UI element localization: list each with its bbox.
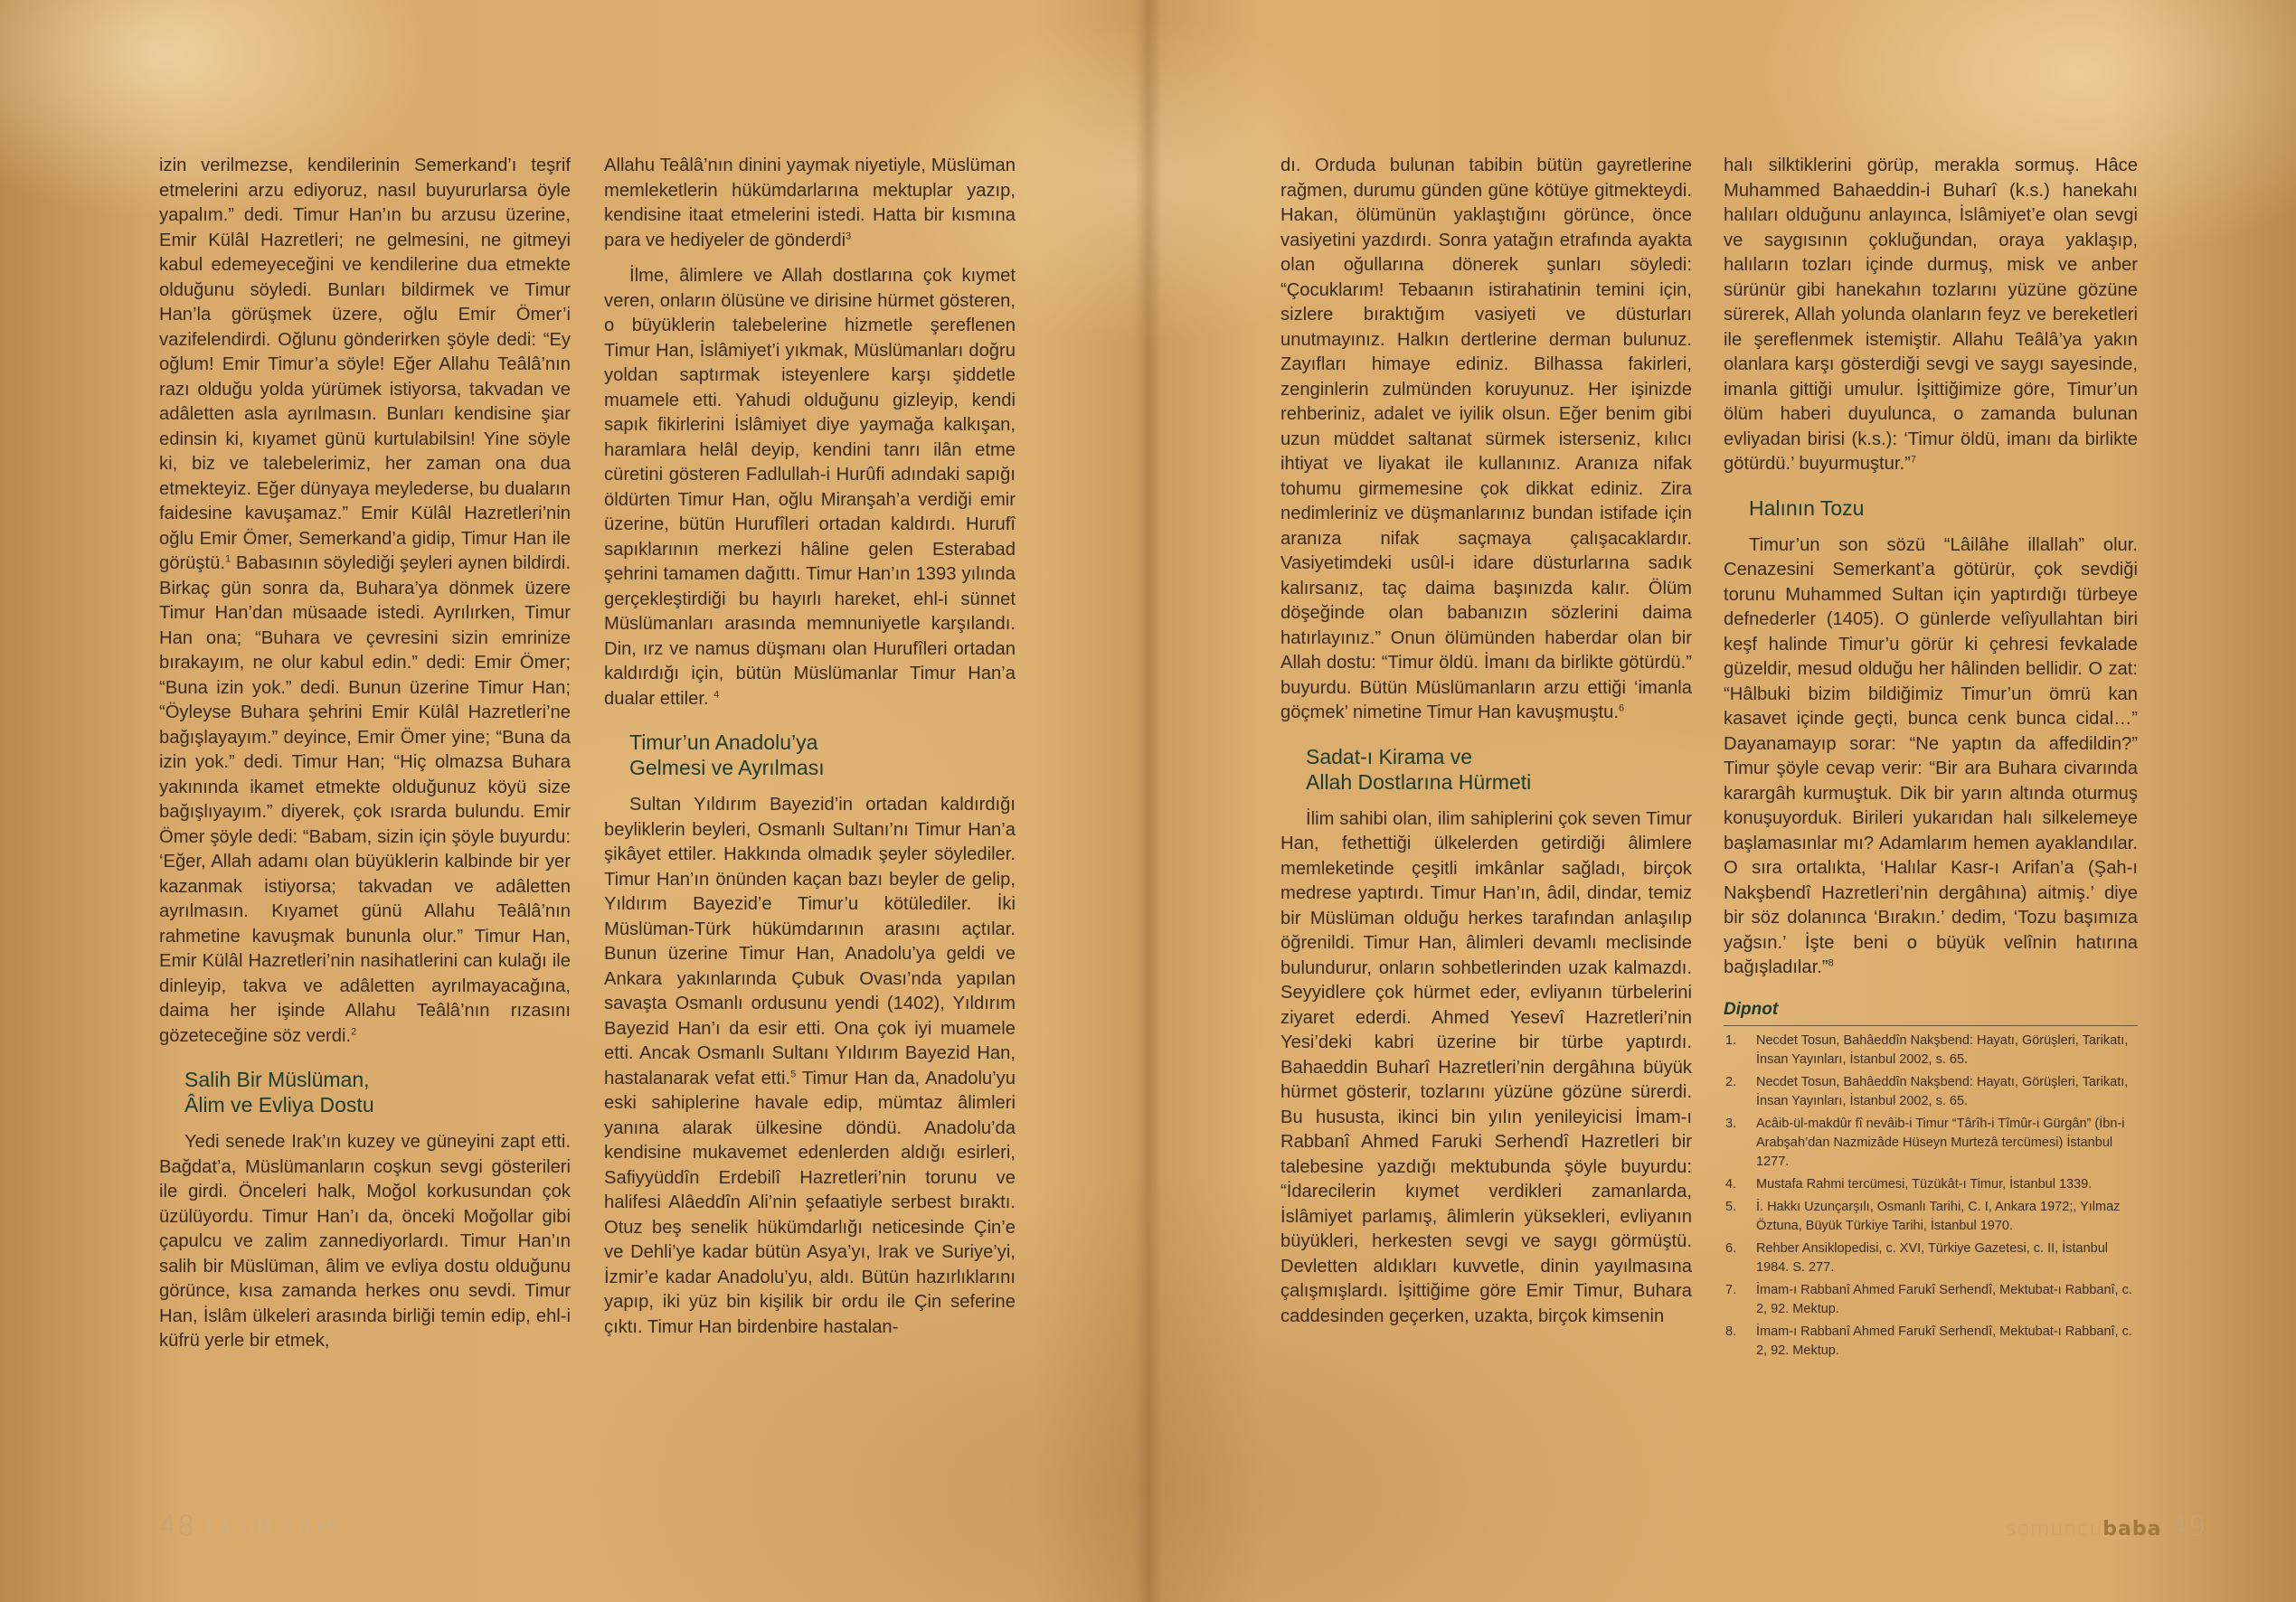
footnote-item (1724, 1323, 2138, 1361)
section-heading-anadolu: Timur’un Anadolu’ya Gelmesi ve Ayrılması (629, 730, 825, 779)
column-2 (604, 154, 1016, 1340)
page-number-left: 48 (159, 1511, 196, 1542)
footnote-ref[interactable]: 3 (846, 230, 852, 241)
footnote-text: Mustafa Rahmi tercümesi, Tüzükât-ı Timur, İstanbul 1339. (1756, 1177, 2093, 1192)
footnote-number: 3. (1725, 1117, 1737, 1131)
section-heading-salih: Salih Bir Müslüman, Âlim ve Evliya Dostu (184, 1068, 374, 1117)
footnote-text: Necdet Tosun, Bahâeddîn Nakşbend: Hayatı, Görüşleri, Tarikatı, İnsan Yayınları, İstanbul 2002, s. 65. (1756, 1033, 2129, 1067)
paragraph: Sultan Yıldırım Bayezid’in ortadan kaldırdığı beyliklerin beyleri, Osmanlı Sultanı’nı Timur Han’a şikâyet ettiler. Hakkında olmadık şeyler söylediler. Timur Han’ın önünden kaçan bazı beyler de gelip, Yıldırım Bayezid’e Timur’u kötülediler. İki Müslüman-Türk hükümdarının arasını açtılar. Bunun üzerine Timur Han, Anadolu’ya geldi ve Ankara yakınlarında Çubuk Ovası’nda yapılan savaşta Osmanlı ordusunu yendi (1402), Yıldırım Bayezid Han’ı da esir etti. Ona çok iyi muamele etti. Ancak Osmanlı Sultanı Yıldırım Bayezid Han, hastalanarak vefat etti.$^5$ Timur Han da, Anadolu’yu eski sahiplerine havale edip, mümtaz âlimleri yanına alarak ülkesine döndü. Anadolu’da kendisine mukavemet edenlerden aldığı esirleri, Safiyyüddîn Erdebilî Hazretleri’nin torunu ve halifesi Alâeddîn Ali’nin şefaatiyle serbest bıraktı. Otuz beş senelik hükümdarlığı neticesinde Çin’e ve Dehli’ye kadar bütün Asya’yı, Irak ve Suriye’yi, İzmir’e kadar Anadolu’yu, aldı. Bütün hazırlıklarını yapıp, iki yüz bin kişilik bir ordu ile Çin seferine çıktı. Timur Han birdenbire hastalan- (604, 795, 1016, 1337)
footnote-ref[interactable]: 4 (713, 688, 720, 700)
paragraph: Yedi senede Irak’ın kuzey ve güneyini zapt etti. Bağdat’a, Müslümanların coşkun sevgi gösterileri ile girdi. Önceleri halk, Moğol korkusundan çok üzülüyordu. Timur Han’ı da, önceki Moğollar gibi çapulcu ve zalim zannediyorlardı. Timur Han’ın salih bir Müslüman, âlim ve evliya dostu olduğunu görünce, kısa zamanda herkes onu sevdi. Timur Han, İslâm ülkeleri arasında birliği temin edip, ehl-i küfrü yerle bir etmek, (159, 1132, 571, 1351)
footnote-ref[interactable]: 6 (1618, 702, 1625, 714)
footnote-ref[interactable]: 5 (790, 1068, 797, 1079)
footnote-item (1724, 1281, 2138, 1319)
footnote-item (1724, 1073, 2138, 1111)
magazine-logo: somuncubaba (2006, 1518, 2162, 1541)
column-1 (159, 154, 571, 1354)
footnote-ref[interactable]: 1 (224, 553, 231, 565)
paragraph: İlim sahibi olan, ilim sahiplerini çok seven Timur Han, fethettiği ülkelerden getirdiği âlimlere memleketinde çeşitli imkânlar sağladı, birçok medrese yaptırdı. Timur Han’ın, âdil, dindar, temiz bir Müslüman olduğu herkes tarafından anlaşılıp öğrenildi. Timur Han, âlimleri devamlı meclisinde bulundurur, onların sohbetlerinden uzak kalmazdı. Seyyidlere çok hürmet eder, evliyanın türbelerini ziyaret ederdi. Ahmed Yesevî Hazretleri’nin Yesi’deki kabri üzerine bir türbe yaptırdı. Bahaeddin Buharî Hazretleri’nin dergâhına büyük hürmet gösterir, tozlarını yüzüne gözüne sürerdi. Bu hususta, ikinci bin yılın yenileyicisi İmam-ı Rabbanî Ahmed Faruki Serhendî Hazretleri bir talebesine yazdığı mektubunda şöyle buyurdu: “İdarecilerin kıymet verdikleri zamanlarda, İslâmiyet parlamış, âlimlerin yüksekleri, evliyanın büyükleri, herkesten sevgi ve saygı görmüştü. Devletten aldıkları kuvvetle, dinin yayılmasına çalışmışlardı. İşittiğime göre Emir Timur, Buhara caddesinden geçerken, uzakta, birçok kimsenin (1280, 808, 1692, 1326)
paragraph: İlme, âlimlere ve Allah dostlarına çok kıymet veren, onların ölüsüne ve dirisine hürmet gösteren, o büyüklerin talebelerine hizmetle şereflenen Timur Han, İslâmiyet’i yıkmak, Müslümanları doğru yoldan saptırmak isteyenlere karşı şiddetle muamele etti. Yahudi olduğunu gizleyip, kendi sapık fikirlerini İslâmiyet diye yaymağa kalkışan, haramlara helâl deyip, kendini tanrı ilân etme cüretini gösteren Fadlullah-i Hurûfi adındaki sapığı öldürten Timur Han, oğlu Miranşah’a verdiği emir üzerine, bütün Hurufîleri ortadan kaldırdı. Hurufî sapıklarının merkezi hâline gelen Esterabad şehrini tamamen dağıttı. Timur Han’ın 1393 yılında gerçekleştirdiği bu hayırlı hareket, ehl-i sünnet Müslümanları arasında memnuniyetle karşılandı. Din, ırz ve namus düşmanı olan Hurufîleri ortadan kaldırdığı için, bütün Müslümanlar Timur Han’a dualar ettiler. $^4$ (604, 266, 1016, 709)
folio-left (159, 1511, 341, 1542)
footnote-text: İmam-ı Rabbanî Ahmed Farukî Serhendî, Mektubat-ı Rabbanî, c. 2, 92. Mektup. (1756, 1324, 2132, 1358)
footnote-number: 1. (1725, 1033, 1737, 1048)
footnote-text: Acâib-ül-makdûr fî nevâib-i Timur “Târîh-i Tîmûr-i Gürgân” (İbn-i Arabşah’dan Nazmizâde Hüseyn Murtezâ tercümesi) İstanbul 1277. (1756, 1117, 2125, 1169)
paragraph: Allahu Teâlâ’nın dinini yaymak niyetiyle, Müslüman memleketlerin hükümdarlarına mektuplar yazıp, kendisine itaat etmelerini istedi. Hatta bir kısmına para ve hediyeler de gönderdi$^3$ (604, 155, 1016, 250)
footnote-item (1724, 1175, 2138, 1194)
footnote-text: İ. Hakkı Uzunçarşılı, Osmanlı Tarihi, C. I, Ankara 1972;, Yılmaz Öztuna, Büyük Türkiye Tarihi, İstanbul 1970. (1756, 1200, 2121, 1233)
section-heading-sadat: Sadat-ı Kirama ve Allah Dostlarına Hürmeti (1306, 744, 1532, 794)
column-4 (1724, 154, 2138, 1364)
folio-right (2006, 1511, 2206, 1542)
footnote-number: 6. (1725, 1241, 1737, 1256)
issue-date: KASIM 2015 (203, 1518, 341, 1541)
footnote-item (1724, 1032, 2138, 1070)
footnote-number: 7. (1725, 1283, 1737, 1297)
footnote-item (1724, 1198, 2138, 1236)
footnote-item (1724, 1115, 2138, 1172)
column-3 (1280, 154, 1692, 1329)
footnote-ref[interactable]: 2 (351, 1025, 357, 1037)
page-number-right: 49 (2169, 1511, 2206, 1542)
footnote-number: 8. (1725, 1324, 1737, 1339)
page-spine (1135, 0, 1162, 1602)
footnote-text: İmam-ı Rabbanî Ahmed Farukî Serhendî, Mektubat-ı Rabbanî, c. 2, 92. Mektup. (1756, 1283, 2132, 1316)
paragraph: halı silktiklerini görüp, merakla sormuş. Hâce Muhammed Bahaeddin-i Buharî (k.s.) hanekahı halıları olduğunu anlayınca, İslâmiyet’e olan sevgi ve saygısının çokluğundan, oraya yaklaşıp, halıların tozları içinde durmuş, misk ve anber sürünür gibi hanekahın tozlarını yüzüne gözüne sürerek, Allah yolunda olanların feyz ve bereketleri ile şereflenmek istemiştir. Allahu Teâlâ’ya yakın olanlara karşı gösterdiği sevgi ve saygı sayesinde, imanla gittiği umulur. İşittiğimize göre, Timur’un ölüm haberi duyulunca, o zamanda bulunan evliyadan birisi (k.s.): ‘Timur öldü, imanı da birlikte götürdü.’ buyurmuştur.”$^7$ (1724, 155, 2138, 474)
footnote-ref[interactable]: 8 (1828, 957, 1834, 969)
paragraph: dı. Orduda bulunan tabibin bütün gayretlerine rağmen, durumu günden güne kötüye gitmekteydi. Hakan, ölümünün yaklaştığını görünce, önce vasiyetini yazdırdı. Sonra yatağın etrafında ayakta olan oğullarına dönerek şunları söyledi: “Çocuklarım! Tebaanın istirahatinin temini için, sizlere bıraktığım vasiyeti ve düsturları unutmayınız. Halkın dertlerine derman bulunuz. Zayıfları himaye ediniz. Bilhassa fakirleri, zenginlerin zulmünden koruyunuz. Her işinizde rehberiniz, adalet ve iyilik olsun. Eğer benim gibi uzun müddet saltanat sürmek isterseniz, kılıcı ihtiyat ve liyakat ile kullanınız. Aranıza nifak tohumu girmemesine çok dikkat ediniz. Zira nedimleriniz ve düşmanlarınız bundan istifade için aranıza nifak saçmaya çalışacaklardır. Vasiyetimdeki usûl-i idare düsturlarına sadık kalırsanız, taç daima başınızda kalır. Ölüm döşeğinde olan babanızın sözlerini daima hatırlayınız.” Onun ölümünden haberdar olan bir Allah dostu: “Timur öldü. İmanı da birlikte götürdü.” buyurdu. Bütün Müslümanların arzu ettiği ‘imanla göçmek’ nimetine Timur Han kavuşmuştu.$^6$ (1280, 155, 1692, 722)
footnotes-title: Dipnot (1724, 997, 2138, 1027)
footnote-ref[interactable]: 7 (1910, 454, 1916, 466)
paragraph: izin verilmezse, kendilerinin Semerkand’ı teşrif etmelerini arzu ediyoruz, nasıl buyururlarsa öyle yapalım.” dedi. Timur Han’ın bu arzusu üzerine, Emir Külâl Hazretleri; ne gelmesini, ne gitmeyi kabul edemeyeceğini ve kendilerine dua etmekte olduğunu söyledi. Bunları bildirmek ve Timur Han’la görüşmek üzere, oğlu Emir Ömer’i vazifelendirdi. Oğlunu gönderirken şöyle dedi: “Ey oğlum! Emir Timur’a söyle! Eğer Allahu Teâlâ’nın razı olduğu yolda yürümek istiyorsa, takvadan ve adâletten asla ayrılmasın. Bunları kendisine şiar edinsin ki, kıyamet günü kurtulabilsin! Yine söyle ki, biz ve talebelerimiz, her zaman ona dua etmekteyiz. Eğer dünyaya meylederse, bu duaların faidesine kavuşamaz.” Emir Külâl Hazretleri’nin oğlu Emir Ömer, Semerkand’a gidip, Timur Han ile görüştü.$^1$ Babasının söylediği şeyleri aynen bildirdi. Birkaç gün sonra da, Buhara’ya dönmek üzere Timur Han’dan müsaade istedi. Ayrılırken, Timur Han ona; “Buhara ve çevresini sizin emrinize bırakayım, ne olur kabul edin.” dedi: Emir Ömer; “Buna izin yok.” dedi. Bunun üzerine Timur Han; “Öyleyse Buhara şehrini Emir Külâl Hazretleri’ne bağışlayayım.” deyince, Emir Ömer yine; “Buna da izin yok.” dedi. Timur Han; “Hiç olmazsa Buhara yakınında ikamet etmekte olduğunuz köyü size bağışlıyayım.” diyerek, çok ısrarda bulundu. Emir Ömer şöyle dedi: “Babam, sizin için şöyle buyurdu: ‘Eğer, Allah adamı olan büyüklerin kalbinde bir yer kazanmak istiyorsa; takvadan ve adâletten ayrılmasın. Kıyamet günü Allahu Teâlâ’nın rahmetine kavuşmak bununla olur.” Timur Han, Emir Külâl Hazretleri’nin nasihatlerini can kulağı ile dinleyip, takva ve adâletten ayrılmayacağına, daima her işinde Allahu Teâlâ’nın rızasını gözeteceğine söz verdi.$^2$ (159, 155, 571, 1046)
section-heading-halinin-tozu: Halının Tozu (1749, 495, 1865, 520)
footnote-number: 5. (1725, 1200, 1737, 1214)
footnote-item (1724, 1239, 2138, 1277)
footnote-number: 2. (1725, 1075, 1737, 1089)
footnotes-list (1724, 1032, 2138, 1361)
paragraph: Timur’un son sözü “Lâilâhe illallah” olur. Cenazesini Semerkant’a götürür, çok sevdiği torunu Muhammed Sultan için yaptırdığı türbeye defnederler (1405). O günlerde velîyullahtan biri keşf halinde Timur’u görür ki çehresi fevkalade güzeldir, mesud olduğu her hâlinden bellidir. O zat: “Hâlbuki bizim bildiğimiz Timur’un ömrü kan kasavet içinde geçti, bunca cenk bunca cidal…” Dayanamayıp sorar: “Ne yaptın da affedildin?” Timur şöyle cevap verir: “Bir ara Buhara civarında karargâh kurmuştuk. Dik bir yarın altında oturmuş konuşuyorduk. Birileri yukarıdan halı silkelemeye başlamasınlar mı? Adamlarım hemen ayaklandılar. O sıra ortalıkta, ‘Halılar Kasr-ı Arifan’a (Şah-ı Nakşbendî Hazretleri’nin dergâhına) aitmiş.’ diye bir söz dolanınca ‘Bırakın.’ dedim, ‘Tozu başımıza yağsın.’ İşte beni o büyük velînin hatırına bağışladılar.”$^8$ (1724, 534, 2138, 977)
footnote-number: 4. (1725, 1177, 1737, 1192)
footnote-text: Rehber Ansiklopedisi, c. XVI, Türkiye Gazetesi, c. II, İstanbul 1984. S. 277. (1756, 1241, 2108, 1275)
footnote-text: Necdet Tosun, Bahâeddîn Nakşbend: Hayatı, Görüşleri, Tarikatı, İnsan Yayınları, İstanbul 2002, s. 65. (1756, 1075, 2129, 1108)
